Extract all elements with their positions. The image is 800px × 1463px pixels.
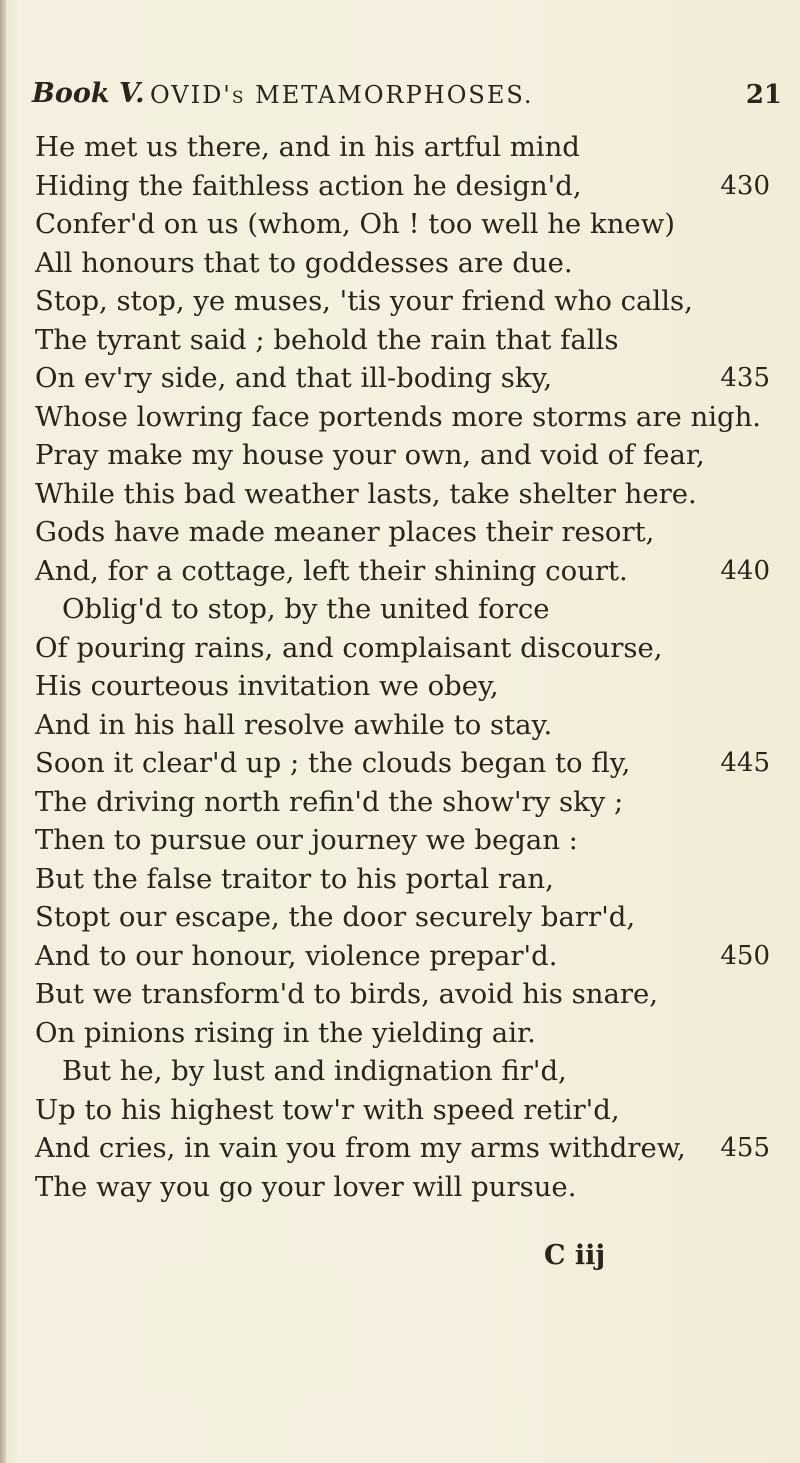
page-number: 21 [745, 80, 782, 110]
verse-line [0, 244, 800, 283]
verse-line [0, 1091, 800, 1130]
verse-line [0, 629, 800, 668]
verse-line [0, 1052, 800, 1091]
verse-line [0, 975, 800, 1014]
verse-line [0, 937, 800, 976]
verse-text: But we transform'd to birds, avoid his snare, [35, 978, 659, 1010]
verse-text: All honours that to goddesses are due. [35, 246, 573, 279]
verse-line [0, 667, 800, 706]
verse-text: And cries, in vain you from my arms withdrew, [35, 1132, 686, 1164]
verse-line [0, 783, 800, 822]
verse-text: And, for a cottage, left their shining court. [35, 554, 628, 587]
verse-line [0, 706, 800, 745]
verse-text: Whose lowring face portends more storms are nigh. [35, 400, 762, 433]
verse-line [0, 128, 800, 167]
verse-line [0, 359, 800, 398]
verse-line [0, 321, 800, 360]
verse-text: Gods have made meaner places their resort, [35, 516, 655, 548]
verse-line [0, 860, 800, 899]
verse-text: But the false traitor to his portal ran, [35, 862, 554, 895]
verse-line [0, 282, 800, 321]
verse-text: Pray make my house your own, and void of fear, [35, 439, 705, 471]
line-number: 435 [720, 363, 770, 393]
verse-line [0, 167, 800, 206]
verse-text: Soon it clear'd up ; the clouds began to fly, [35, 747, 631, 779]
verse-text: On ev'ry side, and that ill-boding sky, [35, 362, 553, 394]
verse-text: And in his hall resolve awhile to stay. [35, 708, 553, 741]
verse-line [0, 475, 800, 514]
verse-line [0, 398, 800, 437]
verse-text: The way you go your lover will pursue. [35, 1170, 577, 1203]
running-header [32, 78, 782, 122]
verse-line [0, 552, 800, 591]
line-number: 450 [720, 940, 770, 971]
verse-text: Stopt our escape, the door securely barr'd, [35, 901, 636, 933]
line-number: 445 [720, 748, 770, 778]
verse-text: Up to his highest tow'r with speed retir'd, [35, 1093, 620, 1126]
verse-text: The tyrant said ; behold the rain that falls [35, 323, 619, 356]
verse-line [0, 513, 800, 552]
verse-text: The driving north refin'd the show'ry sky ; [35, 785, 624, 818]
verse-line [0, 590, 800, 629]
line-number: 430 [720, 170, 770, 201]
verse-text: And to our honour, violence prepar'd. [35, 939, 558, 972]
verse-text: He met us there, and in his artful mind [35, 131, 580, 163]
line-number: 440 [720, 555, 770, 586]
verse-text: Confer'd on us (whom, Oh ! too well he knew) [35, 208, 675, 240]
verse-line [0, 744, 800, 783]
verse-text: Of pouring rains, and complaisant discourse, [35, 631, 663, 664]
verse-text: While this bad weather lasts, take shelter here. [35, 477, 697, 510]
verse-line [0, 205, 800, 244]
verse-line [0, 821, 800, 860]
printer-signature-mark: C iij [544, 1240, 606, 1271]
book-label: Book V. [32, 78, 145, 109]
verse-line [0, 1129, 800, 1168]
verse-line [0, 436, 800, 475]
running-title: OVID's METAMORPHOSES. [150, 81, 534, 109]
verse-text: Oblig'd to stop, by the united force [62, 593, 550, 625]
verse-text: On pinions rising in the yielding air. [35, 1016, 536, 1049]
verse-line [0, 1168, 800, 1207]
verse-text: Hiding the faithless action he design'd, [35, 169, 582, 202]
verse-line [0, 1014, 800, 1053]
line-number: 455 [720, 1133, 770, 1163]
verse-text: Stop, stop, ye muses, 'tis your friend who calls, [35, 285, 693, 317]
verse-text: Then to pursue our journey we began : [35, 824, 578, 856]
verse-line [0, 898, 800, 937]
poem-body [0, 128, 800, 1206]
verse-text: His courteous invitation we obey, [35, 670, 499, 702]
verse-text: But he, by lust and indignation fir'd, [62, 1055, 567, 1087]
